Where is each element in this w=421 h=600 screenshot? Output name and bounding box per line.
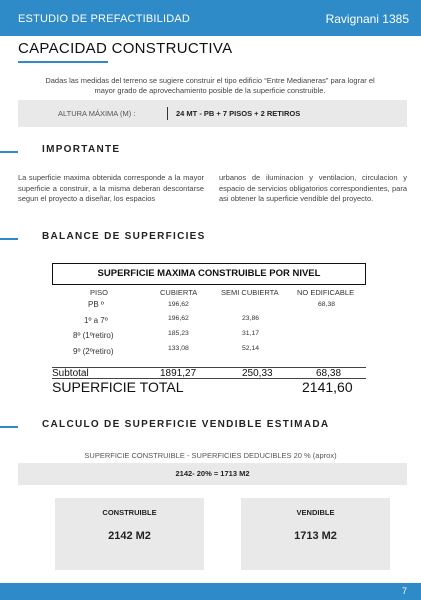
total-value: 2141,60 (302, 379, 353, 395)
height-label: ALTURA MÁXIMA (M) : (58, 109, 136, 118)
subtotal-label: Subtotal (52, 368, 89, 379)
construible-label: CONSTRUIBLE (102, 508, 157, 517)
table-cell: 23,86 (242, 315, 260, 322)
table-title: SUPERFICIE MAXIMA CONSTRUIBLE POR NIVEL (52, 263, 366, 285)
column-header: PISO (90, 288, 108, 297)
intro-line: Dadas las medidas del terreno se sugiere construir el tipo edificio “Entre Medianeras” para lograr el (45, 76, 375, 85)
table-cell: 52,14 (242, 345, 260, 352)
importante-heading: IMPORTANTE (42, 144, 121, 155)
height-divider (167, 107, 168, 120)
column-header: CUBIERTA (160, 288, 198, 297)
table-cell: 31,17 (242, 330, 260, 337)
title-underline (18, 61, 108, 63)
total-label: SUPERFICIE TOTAL (52, 379, 184, 395)
intro-text (30, 76, 390, 96)
section-title: ESTUDIO DE PREFACTIBILIDAD (18, 13, 191, 25)
subtotal-semi: 250,33 (242, 368, 273, 379)
table-row-label: PB º (88, 300, 104, 309)
table-cell: 68,38 (318, 301, 336, 308)
header-bar (0, 0, 421, 36)
total-row (52, 379, 366, 397)
calculo-note: SUPERFICIE CONSTRUIBLE - SUPERFICIES DEDUCIBLES 20 % (aprox) (84, 451, 337, 460)
balance-heading: BALANCE DE SUPERFICIES (42, 231, 206, 242)
calculo-formula: 2142- 20% = 1713 M2 (18, 463, 407, 485)
page-title: CAPACIDAD CONSTRUCTIVA (18, 40, 233, 57)
table-cell: 196,62 (168, 301, 189, 308)
page-number: 7 (401, 586, 407, 596)
table-cell: 185,23 (168, 330, 189, 337)
section-accent (0, 238, 18, 240)
importante-text-right: urbanos de iluminacion y ventilacion, circulacion y espacio de servicios obligatorios correspondientes, para asi obtener la superficie vendible del proyecto. (219, 173, 407, 204)
table-row-label: 8º (1ºretiro) (73, 331, 114, 340)
column-header: SEMI CUBIERTA (221, 288, 279, 297)
vendible-card (241, 498, 390, 570)
subtotal-cubierta: 1891,27 (160, 368, 197, 379)
subtotal-row (52, 367, 366, 379)
table-row-label: 9º (2ºretiro) (73, 347, 114, 356)
footer-bar (0, 583, 421, 600)
address-label: Ravignani 1385 (325, 12, 409, 26)
section-accent (0, 151, 18, 153)
vendible-value: 1713 M2 (294, 530, 337, 542)
calculo-heading: CALCULO DE SUPERFICIE VENDIBLE ESTIMADA (42, 419, 330, 430)
subtotal-no-edificable: 68,38 (316, 368, 342, 379)
table-row-label: 1º a 7º (84, 316, 108, 325)
construible-card (55, 498, 204, 570)
height-panel (18, 100, 407, 127)
column-header: NO EDIFICABLE (297, 288, 355, 297)
height-value: 24 MT - PB + 7 PISOS + 2 RETIROS (176, 109, 301, 118)
table-cell: 196,62 (168, 315, 189, 322)
importante-text-left: La superficie maxima obtenida corresponde a la mayor superficie a construir, a la misma deberan descontarse segun el proyecto a diseñar, los espacios (18, 173, 204, 204)
table-cell: 133,08 (168, 345, 189, 352)
construible-value: 2142 M2 (108, 530, 151, 542)
section-accent (0, 426, 18, 428)
vendible-label: VENDIBLE (296, 508, 335, 517)
intro-line: mayor grado de aprovechamiento posible de la superficie construible. (94, 86, 326, 95)
